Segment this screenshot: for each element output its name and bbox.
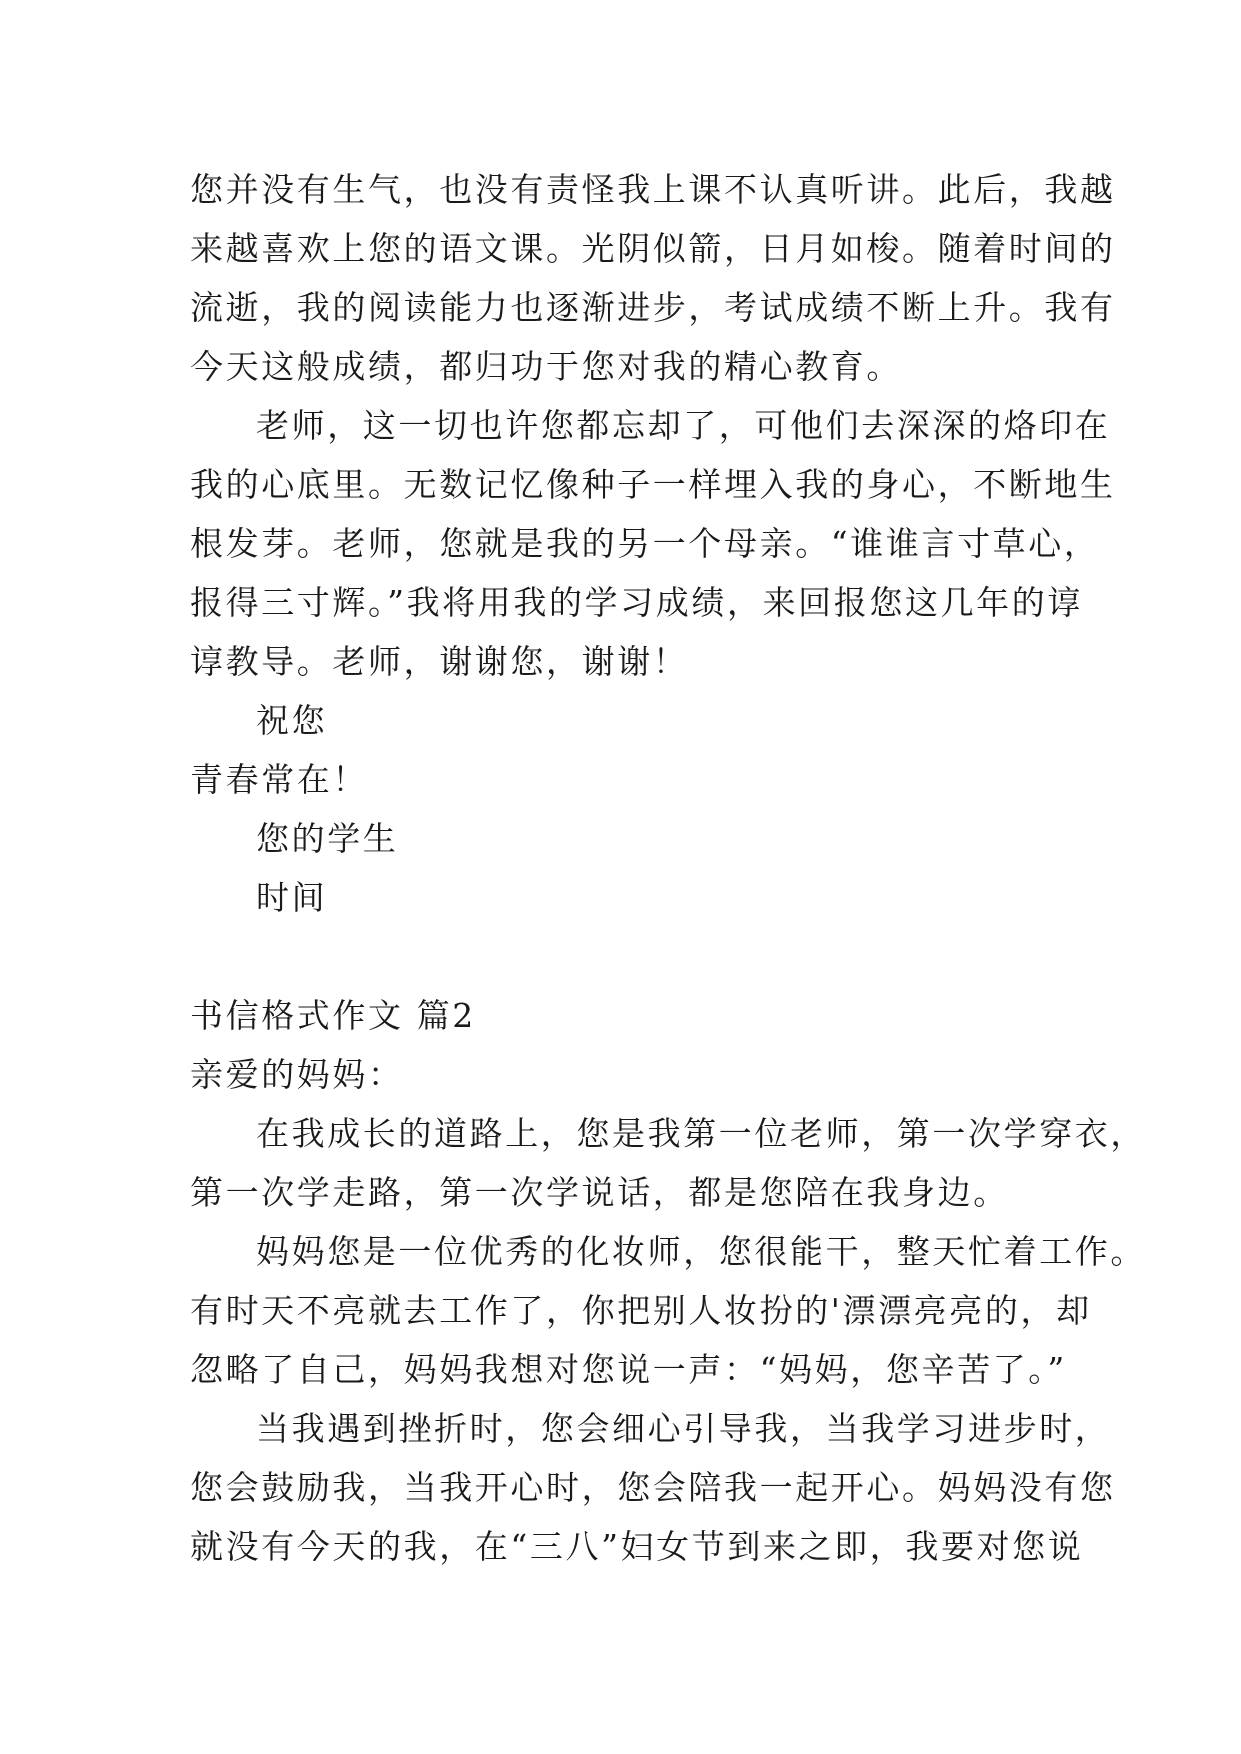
- paragraph-line: 谆教导。老师，谢谢您，谢谢！: [190, 642, 689, 681]
- paragraph-line: 根发芽。老师，您就是我的另一个母亲。“谁谁言寸草心，: [190, 524, 1100, 563]
- paragraph-line: 第一次学走路，第一次学说话，都是您陪在我身边。: [190, 1173, 1009, 1212]
- paragraph-line: 报得三寸辉。”我将用我的学习成绩，来回报您这几年的谆: [190, 583, 1083, 622]
- paragraph-line: 今天这般成绩，都归功于您对我的精心教育。: [190, 347, 902, 386]
- signature: 您的学生: [256, 819, 399, 858]
- letter-date: 时间: [256, 878, 328, 917]
- closing-wish: 祝您: [256, 701, 328, 740]
- section-heading: 书信格式作文 篇2: [190, 996, 476, 1035]
- document-body: [190, 160, 1146, 1576]
- paragraph-line: 在我成长的道路上，您是我第一位老师，第一次学穿衣，: [256, 1114, 1146, 1153]
- section-spacer: [190, 927, 1060, 986]
- paragraph-line: 有时天不亮就去工作了，你把别人妆扮的'漂漂亮亮的，却: [190, 1291, 1092, 1330]
- paragraph-line: 我的心底里。无数记忆像种子一样埋入我的身心，不断地生: [190, 465, 1116, 504]
- paragraph-line: 就没有今天的我，在“三八”妇女节到来之即，我要对您说: [190, 1527, 1084, 1566]
- paragraph-line: 流逝，我的阅读能力也逐渐进步，考试成绩不断上升。我有: [190, 288, 1116, 327]
- paragraph-line: 来越喜欢上您的语文课。光阴似箭，日月如梭。随着时间的: [190, 229, 1116, 268]
- paragraph-line: 当我遇到挫折时，您会细心引导我，当我学习进步时，: [256, 1409, 1111, 1448]
- closing-blessing: 青春常在！: [190, 760, 368, 799]
- paragraph-line: 老师，这一切也许您都忘却了，可他们去深深的烙印在: [256, 406, 1111, 445]
- paragraph-line: 妈妈您是一位优秀的化妆师，您很能干，整天忙着工作。: [256, 1232, 1146, 1271]
- paragraph-line: 忽略了自己，妈妈我想对您说一声：“妈妈，您辛苦了。”: [190, 1350, 1067, 1389]
- paragraph-line: 您并没有生气，也没有责怪我上课不认真听讲。此后，我越: [190, 170, 1116, 209]
- paragraph-line: 您会鼓励我，当我开心时，您会陪我一起开心。妈妈没有您: [190, 1468, 1116, 1507]
- salutation: 亲爱的妈妈：: [190, 1055, 404, 1094]
